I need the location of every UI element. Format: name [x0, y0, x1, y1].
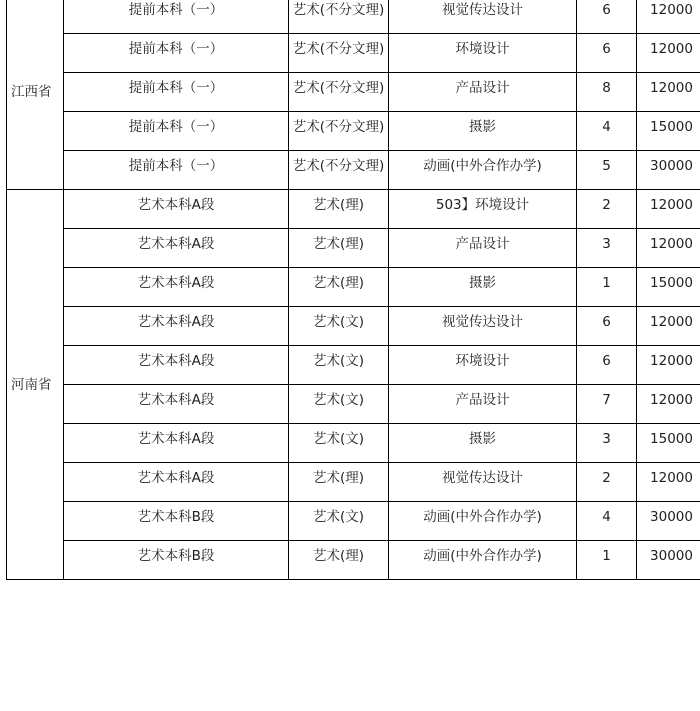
- subject-cell: 艺术(文): [289, 385, 389, 424]
- batch-cell: 艺术本科A段: [64, 385, 289, 424]
- fee-cell: 12000: [637, 0, 700, 34]
- count-cell: 2: [577, 463, 637, 502]
- major-cell: 503】环境设计: [389, 190, 577, 229]
- fee-cell: 15000: [637, 424, 700, 463]
- batch-cell: 艺术本科B段: [64, 541, 289, 580]
- subject-cell: 艺术(不分文理): [289, 0, 389, 34]
- admissions-table: [6, 0, 700, 580]
- table-row: [7, 502, 700, 541]
- batch-cell: 提前本科（一）: [64, 73, 289, 112]
- count-cell: 6: [577, 34, 637, 73]
- batch-cell: 艺术本科A段: [64, 268, 289, 307]
- province-cell: 江西省: [7, 0, 64, 190]
- subject-cell: 艺术(文): [289, 346, 389, 385]
- table-row: [7, 346, 700, 385]
- major-cell: 视觉传达设计: [389, 463, 577, 502]
- fee-cell: 12000: [637, 463, 700, 502]
- table-row: [7, 229, 700, 268]
- batch-cell: 艺术本科A段: [64, 463, 289, 502]
- subject-cell: 艺术(理): [289, 541, 389, 580]
- count-cell: 6: [577, 346, 637, 385]
- count-cell: 7: [577, 385, 637, 424]
- major-cell: 摄影: [389, 424, 577, 463]
- table-row: [7, 0, 700, 34]
- table-row: [7, 268, 700, 307]
- batch-cell: 艺术本科B段: [64, 502, 289, 541]
- subject-cell: 艺术(理): [289, 463, 389, 502]
- batch-cell: 艺术本科A段: [64, 307, 289, 346]
- subject-cell: 艺术(不分文理): [289, 151, 389, 190]
- batch-cell: 提前本科（一）: [64, 151, 289, 190]
- fee-cell: 12000: [637, 229, 700, 268]
- fee-cell: 30000: [637, 151, 700, 190]
- batch-cell: 艺术本科A段: [64, 229, 289, 268]
- count-cell: 4: [577, 112, 637, 151]
- major-cell: 摄影: [389, 112, 577, 151]
- count-cell: 1: [577, 541, 637, 580]
- subject-cell: 艺术(不分文理): [289, 112, 389, 151]
- table-row: [7, 385, 700, 424]
- count-cell: 3: [577, 424, 637, 463]
- batch-cell: 艺术本科A段: [64, 424, 289, 463]
- table-row: [7, 190, 700, 229]
- subject-cell: 艺术(理): [289, 268, 389, 307]
- major-cell: 产品设计: [389, 229, 577, 268]
- count-cell: 5: [577, 151, 637, 190]
- fee-cell: 12000: [637, 307, 700, 346]
- table-row: [7, 112, 700, 151]
- fee-cell: 12000: [637, 346, 700, 385]
- subject-cell: 艺术(不分文理): [289, 34, 389, 73]
- subject-cell: 艺术(文): [289, 502, 389, 541]
- fee-cell: 15000: [637, 268, 700, 307]
- batch-cell: 提前本科（一）: [64, 0, 289, 34]
- major-cell: 摄影: [389, 268, 577, 307]
- table-row: [7, 307, 700, 346]
- fee-cell: 30000: [637, 541, 700, 580]
- batch-cell: 艺术本科A段: [64, 190, 289, 229]
- major-cell: 环境设计: [389, 34, 577, 73]
- table-row: [7, 73, 700, 112]
- table-row: [7, 424, 700, 463]
- batch-cell: 提前本科（一）: [64, 34, 289, 73]
- fee-cell: 12000: [637, 73, 700, 112]
- subject-cell: 艺术(理): [289, 229, 389, 268]
- table-row: [7, 151, 700, 190]
- count-cell: 3: [577, 229, 637, 268]
- count-cell: 2: [577, 190, 637, 229]
- count-cell: 8: [577, 73, 637, 112]
- major-cell: 视觉传达设计: [389, 0, 577, 34]
- count-cell: 4: [577, 502, 637, 541]
- fee-cell: 12000: [637, 34, 700, 73]
- table-row: [7, 463, 700, 502]
- subject-cell: 艺术(文): [289, 424, 389, 463]
- subject-cell: 艺术(文): [289, 307, 389, 346]
- batch-cell: 艺术本科A段: [64, 346, 289, 385]
- major-cell: 视觉传达设计: [389, 307, 577, 346]
- major-cell: 动画(中外合作办学): [389, 151, 577, 190]
- batch-cell: 提前本科（一）: [64, 112, 289, 151]
- count-cell: 6: [577, 0, 637, 34]
- major-cell: 动画(中外合作办学): [389, 541, 577, 580]
- fee-cell: 12000: [637, 190, 700, 229]
- province-cell: 河南省: [7, 190, 64, 580]
- table-body: [7, 0, 700, 580]
- count-cell: 1: [577, 268, 637, 307]
- major-cell: 产品设计: [389, 385, 577, 424]
- count-cell: 6: [577, 307, 637, 346]
- major-cell: 环境设计: [389, 346, 577, 385]
- table-row: [7, 541, 700, 580]
- table-row: [7, 34, 700, 73]
- major-cell: 动画(中外合作办学): [389, 502, 577, 541]
- fee-cell: 30000: [637, 502, 700, 541]
- fee-cell: 15000: [637, 112, 700, 151]
- major-cell: 产品设计: [389, 73, 577, 112]
- subject-cell: 艺术(不分文理): [289, 73, 389, 112]
- fee-cell: 12000: [637, 385, 700, 424]
- subject-cell: 艺术(理): [289, 190, 389, 229]
